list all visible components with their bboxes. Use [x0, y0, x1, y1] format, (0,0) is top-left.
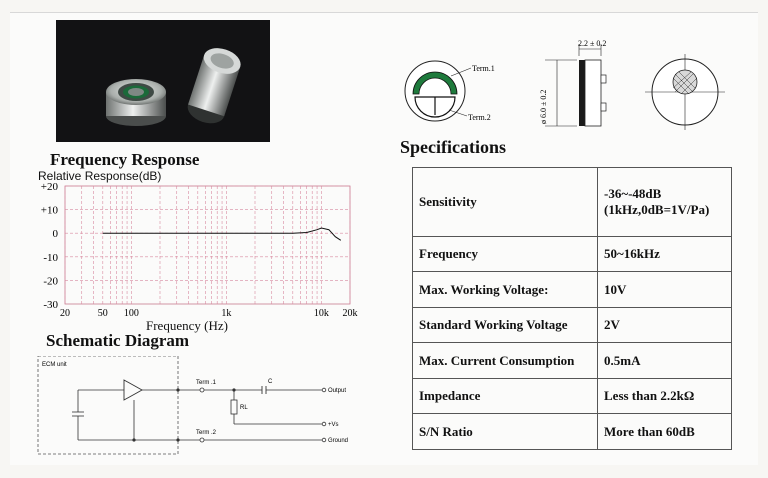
term2-label: Term .2: [196, 430, 217, 436]
spec-label: Max. Working Voltage:: [413, 272, 598, 308]
specifications-table: [412, 167, 732, 450]
schematic-diagram: [36, 356, 396, 456]
spec-value: 10V: [598, 272, 732, 308]
term1-node: [200, 388, 204, 392]
y-tick-label: -30: [43, 299, 58, 311]
spec-value: -36~-48dB (1kHz,0dB=1V/Pa): [598, 168, 732, 237]
ground-label: Ground: [328, 438, 349, 444]
capacitor-label: C: [268, 379, 273, 385]
diameter-dimension: ø 6.0 ± 0.2: [539, 89, 548, 124]
side-view-body: [579, 60, 585, 126]
spec-label: Max. Current Consumption: [413, 343, 598, 379]
frequency-response-title: Frequency Response: [50, 150, 200, 169]
resistor-icon: [231, 400, 237, 414]
x-tick-label: 10k: [313, 308, 329, 319]
y-tick-label: -10: [43, 251, 58, 264]
x-tick-label: 1k: [221, 308, 232, 319]
spec-value: Less than 2.2kΩ: [598, 378, 732, 414]
spec-row-impedance: [413, 378, 732, 414]
spec-label: Impedance: [413, 378, 598, 414]
dimension-drawings: [395, 28, 755, 153]
x-tick-label: 20: [60, 308, 70, 319]
spec-row-standard-working-voltage: [413, 307, 732, 343]
x-axis-title: Frequency (Hz): [146, 318, 228, 333]
output-label: Output: [328, 388, 347, 394]
spec-value: More than 60dB: [598, 414, 732, 450]
y-tick-label: +20: [40, 181, 58, 193]
y-axis-title: Relative Response(dB): [38, 169, 162, 183]
x-tick-label: 20k: [342, 308, 358, 319]
y-tick-label: -20: [43, 275, 58, 288]
x-tick-label: 100: [123, 308, 139, 319]
amplifier-icon: [124, 380, 142, 400]
y-tick-label: +10: [40, 204, 58, 217]
spec-label: Sensitivity: [413, 168, 598, 237]
width-dimension: 2.2 ± 0.2: [578, 39, 607, 48]
spec-label: Frequency: [413, 236, 598, 272]
ecm-unit-box: [38, 356, 178, 454]
plot-frame: [65, 186, 350, 304]
spec-label: Standard Working Voltage: [413, 307, 598, 343]
spec-value: 2V: [598, 307, 732, 343]
spec-row-sn-ratio: [413, 414, 732, 450]
spec-row-frequency: [413, 236, 732, 272]
term2-text: Term.2: [468, 113, 491, 122]
term1-label: Term .1: [196, 380, 217, 386]
spec-value: 0.5mA: [598, 343, 732, 379]
specifications-title: Specifications: [400, 137, 506, 157]
vs-label: +Vs: [328, 422, 339, 428]
term1-text: Term.1: [472, 64, 495, 73]
schematic-title: Schematic Diagram: [46, 331, 190, 350]
term2-node: [200, 438, 204, 442]
spec-label: S/N Ratio: [413, 414, 598, 450]
spec-value: 50~16kHz: [598, 236, 732, 272]
resistor-label: RL: [240, 405, 248, 411]
spec-row-sensitivity: [413, 168, 732, 237]
spec-row-max-working-voltage: [413, 272, 732, 308]
ecm-unit-label: ECM unit: [42, 362, 67, 368]
x-tick-label: 50: [97, 308, 108, 319]
y-tick-label: 0: [52, 228, 58, 241]
spec-row-max-current: [413, 343, 732, 379]
